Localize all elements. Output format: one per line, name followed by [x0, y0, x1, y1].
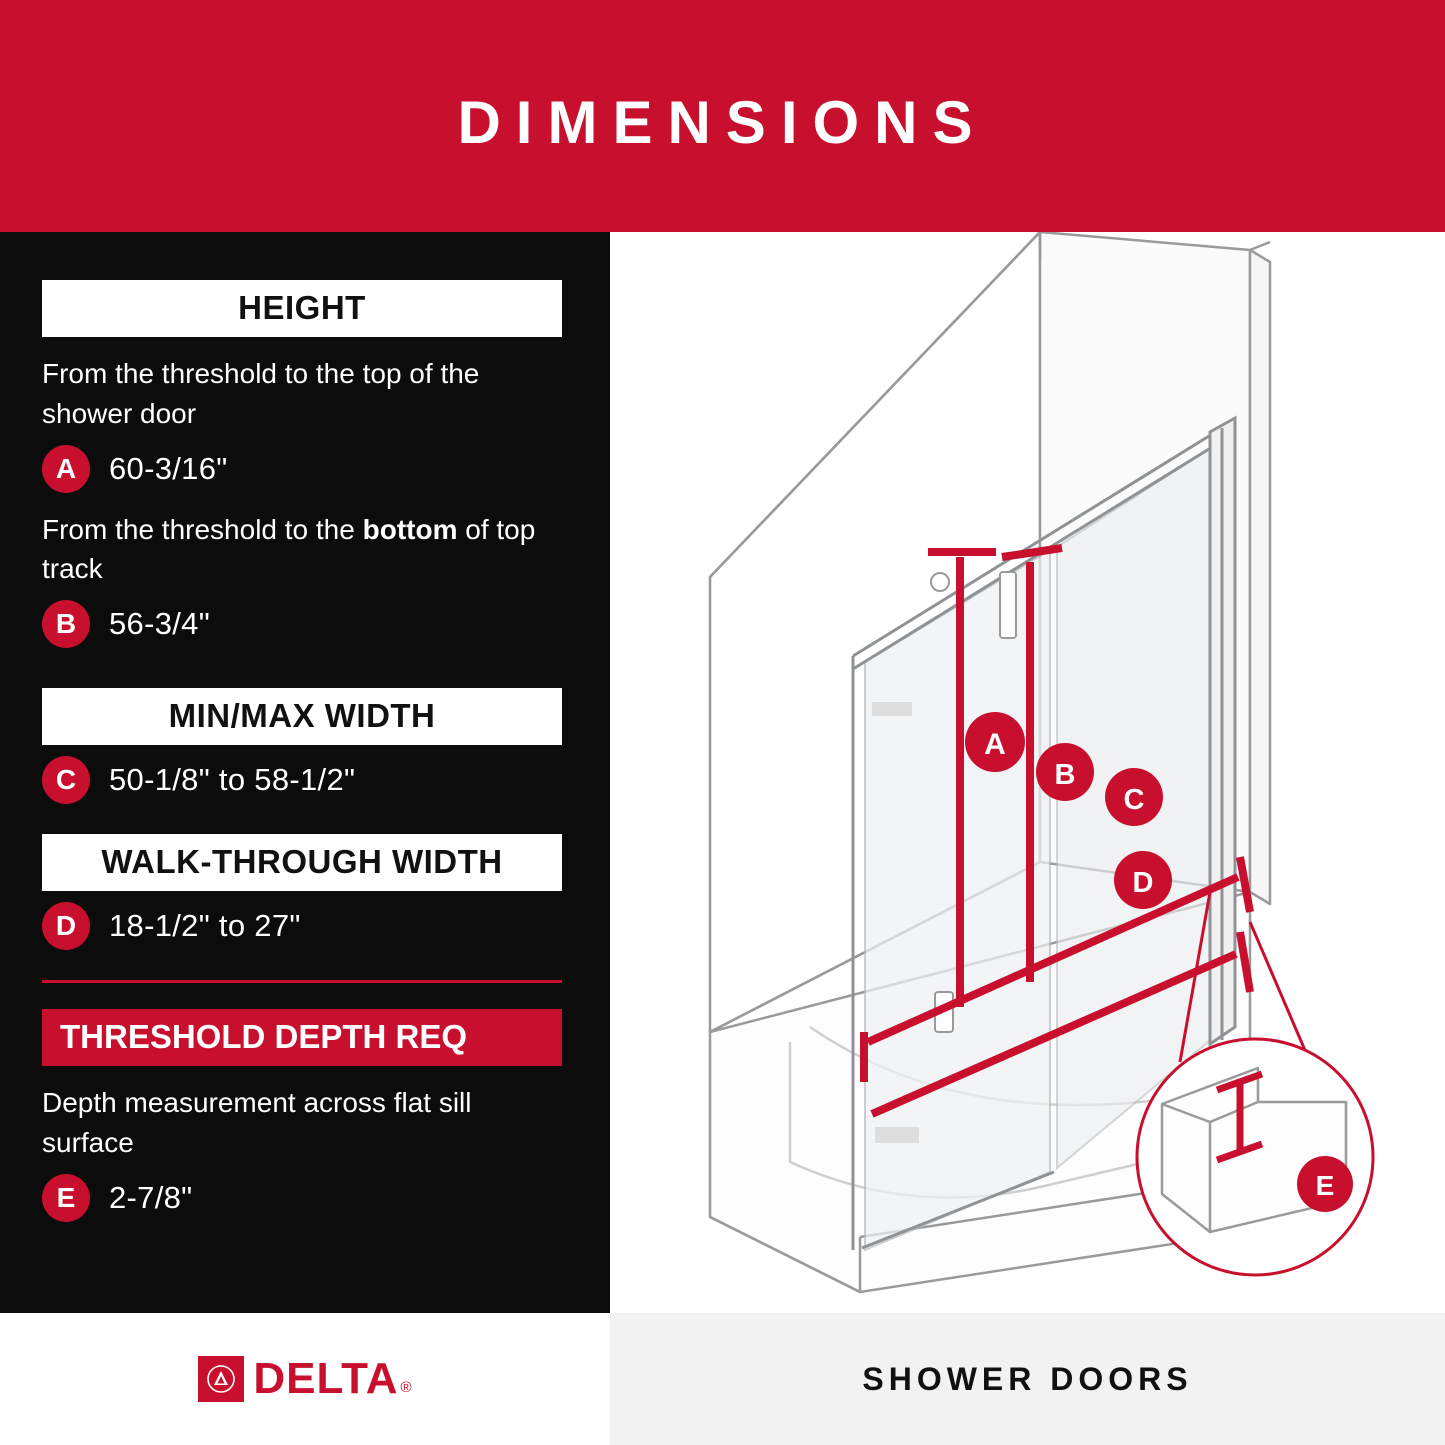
height-description-a: From the threshold to the top of the shower door [42, 358, 480, 429]
footer-category-label: SHOWER DOORS [862, 1360, 1193, 1397]
spec-row-c [42, 756, 562, 804]
page-title: DIMENSIONS [457, 89, 988, 156]
spec-row-e [42, 1174, 562, 1222]
spec-row-a [42, 445, 562, 493]
section-heading-height: HEIGHT [42, 280, 562, 337]
threshold-description: Depth measurement across flat sill surface [42, 1087, 472, 1158]
spec-value-c: 50-1/8" to 58-1/2" [109, 762, 356, 797]
delta-wordmark: DELTA [253, 1354, 399, 1403]
section-heading-minmax-width: MIN/MAX WIDTH [42, 688, 562, 745]
section-heading-walkthrough-width: WALK-THROUGH WIDTH [42, 834, 562, 891]
footer-brand-area [0, 1313, 610, 1445]
badge-c: C [42, 756, 90, 804]
spec-row-d [42, 902, 562, 950]
callout-label-c: C [1123, 784, 1145, 816]
specs-panel [0, 232, 610, 1313]
spec-value-a: 60-3/16" [109, 450, 228, 486]
height-description-b-pre: From the threshold to the [42, 513, 363, 545]
spec-row-b [42, 600, 562, 648]
badge-a: A [42, 445, 90, 493]
callout-label-e: E [1315, 1170, 1335, 1201]
spec-value-d: 18-1/2" to 27" [109, 908, 301, 943]
section-divider [42, 980, 562, 983]
badge-e: E [42, 1174, 90, 1222]
spec-value-e: 2-7/8" [109, 1179, 193, 1215]
section-heading-threshold-depth: THRESHOLD DEPTH REQ [42, 1009, 562, 1066]
callout-label-d: D [1132, 867, 1154, 899]
badge-d: D [42, 902, 90, 950]
height-description-b-post: of top track [42, 513, 536, 585]
delta-logo [198, 1356, 411, 1402]
height-description-b-bold: bottom [362, 513, 458, 545]
badge-b: B [42, 600, 90, 648]
callout-label-a: A [984, 728, 1006, 761]
callout-label-b: B [1054, 759, 1076, 791]
height-description-b [42, 510, 562, 590]
spec-value-b: 56-3/4" [109, 606, 211, 641]
registered-mark: ® [400, 1379, 412, 1396]
delta-triangle-icon [198, 1356, 244, 1402]
header-banner [0, 0, 1445, 232]
product-diagram [610, 232, 1445, 1313]
triangle-glyph [207, 1365, 235, 1393]
footer-category-area [610, 1313, 1445, 1445]
footer [0, 1313, 1445, 1445]
shower-door-illustration [610, 232, 1445, 1313]
